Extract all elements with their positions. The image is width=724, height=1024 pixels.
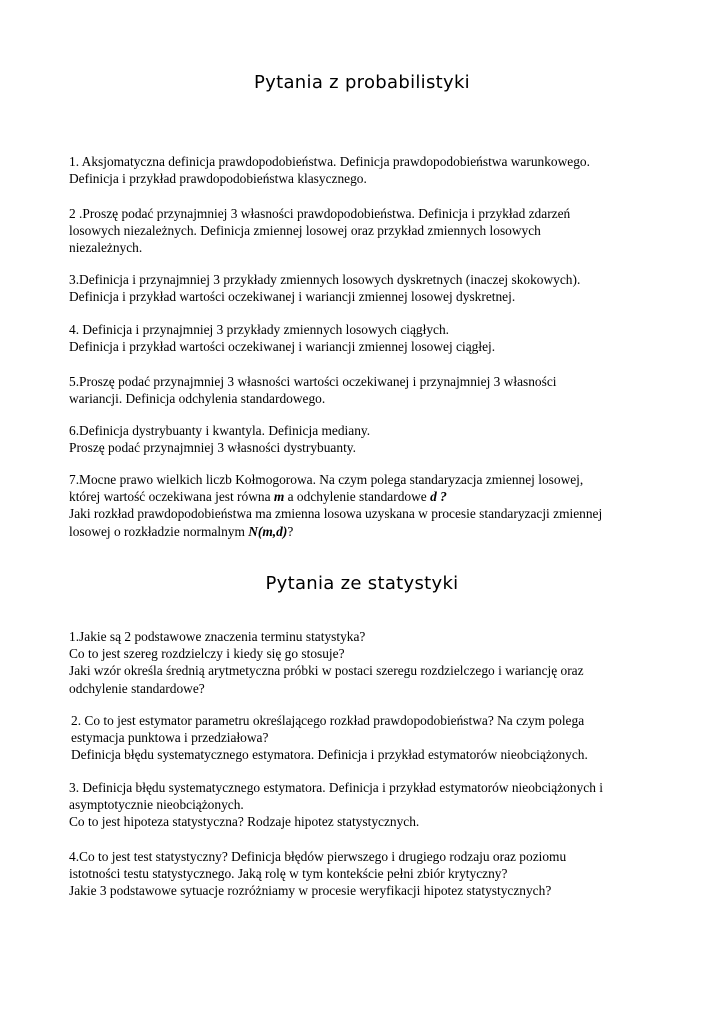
question-line: 1.Jakie są 2 podstawowe znaczenia terminu statystyka? bbox=[69, 629, 366, 644]
probability-question-2 bbox=[69, 205, 669, 257]
section-title-statistics: Pytania ze statystyki bbox=[265, 573, 459, 594]
question-line: 4. Definicja i przynajmniej 3 przykłady zmiennych losowych ciągłych. bbox=[69, 322, 450, 337]
question-line: Co to jest szereg rozdzielczy i kiedy się go stosuje? bbox=[69, 646, 345, 662]
question-line: wariancji. Definicja odchylenia standardowego. bbox=[69, 391, 326, 407]
question-line: 7.Mocne prawo wielkich liczb Kołmogorowa. Na czym polega standaryzacja zmiennej losowej, bbox=[69, 472, 584, 487]
question-line: losowych niezależnych. Definicja zmiennej losowej oraz przykład zmiennych losowych bbox=[69, 223, 541, 239]
symbol-d: d ? bbox=[430, 489, 447, 505]
text-fragment: której wartość oczekiwana jest równa bbox=[69, 489, 274, 505]
question-line: Jaki rozkład prawdopodobieństwa ma zmienna losowa uzyskana w procesie standaryzacji zmiennej bbox=[69, 506, 603, 522]
question-line: Definicja i przykład wartości oczekiwanej i wariancji zmiennej losowej dyskretnej. bbox=[69, 289, 516, 305]
probability-question-5 bbox=[69, 373, 669, 407]
question-line: 4.Co to jest test statystyczny? Definicja błędów pierwszego i drugiego rodzaju oraz poziomu bbox=[69, 849, 567, 864]
text-fragment: losowej o rozkładzie normalnym bbox=[69, 523, 249, 539]
statistics-question-3 bbox=[69, 779, 669, 831]
question-line bbox=[69, 523, 669, 540]
section-title-probability: Pytania z probabilistyki bbox=[254, 72, 470, 93]
question-line: 6.Definicja dystrybuanty i kwantyla. Definicja mediany. bbox=[69, 423, 371, 438]
question-line bbox=[69, 488, 669, 505]
question-line: Proszę podać przynajmniej 3 własności dystrybuanty. bbox=[69, 440, 356, 456]
question-line: 2. Co to jest estymator parametru określającego rozkład prawdopodobieństwa? Na czym polega bbox=[71, 713, 585, 728]
probability-question-3 bbox=[69, 271, 669, 305]
probability-question-1 bbox=[69, 153, 669, 187]
question-line: 2 .Proszę podać przynajmniej 3 własności prawdopodobieństwa. Definicja i przykład zdarzeń bbox=[69, 206, 571, 221]
question-line: Definicja i przykład wartości oczekiwanej i wariancji zmiennej losowej ciągłej. bbox=[69, 339, 496, 355]
question-line: niezależnych. bbox=[69, 240, 143, 256]
question-line: 5.Proszę podać przynajmniej 3 własności wartości oczekiwanej i przynajmniej 3 własności bbox=[69, 374, 557, 389]
symbol-m: m bbox=[273, 489, 285, 505]
question-line: 3. Definicja błędu systematycznego estymatora. Definicja i przykład estymatorów nieobciążonych i bbox=[69, 780, 603, 795]
probability-question-4 bbox=[69, 321, 669, 355]
text-fragment: a odchylenie standardowe bbox=[284, 489, 431, 505]
probability-question-7 bbox=[69, 471, 669, 540]
question-line: odchylenie standardowe? bbox=[69, 680, 205, 696]
question-line: Definicja błędu systematycznego estymatora. Definicja i przykład estymatorów nieobciążonych. bbox=[71, 747, 588, 763]
question-line: 1. Aksjomatyczna definicja prawdopodobieństwa. Definicja prawdopodobieństwa warunkowego. bbox=[69, 154, 590, 169]
statistics-question-1 bbox=[69, 628, 669, 697]
symbol-normal-distribution: N(m,d) bbox=[248, 523, 288, 539]
probability-question-6 bbox=[69, 422, 669, 456]
statistics-question-2 bbox=[69, 712, 669, 764]
question-line: asymptotycznie nieobciążonych. bbox=[69, 797, 244, 813]
text-fragment: ? bbox=[287, 523, 294, 539]
question-line: istotności testu statystycznego. Jaką rolę w tym kontekście pełni zbiór krytyczny? bbox=[69, 866, 508, 882]
question-line: 3.Definicja i przynajmniej 3 przykłady zmiennych losowych dyskretnych (inaczej skokowych). bbox=[69, 272, 581, 287]
question-line: Jakie 3 podstawowe sytuacje rozróżniamy w procesie weryfikacji hipotez statystycznych? bbox=[69, 883, 552, 899]
question-line: Jaki wzór określa średnią arytmetyczna próbki w postaci szeregu rozdzielczego i wariancję oraz bbox=[69, 663, 584, 679]
question-line: estymacja punktowa i przedziałowa? bbox=[71, 730, 269, 746]
question-line: Definicja i przykład prawdopodobieństwa klasycznego. bbox=[69, 171, 367, 187]
statistics-question-4 bbox=[69, 848, 669, 900]
question-line: Co to jest hipoteza statystyczna? Rodzaje hipotez statystycznych. bbox=[69, 814, 420, 830]
